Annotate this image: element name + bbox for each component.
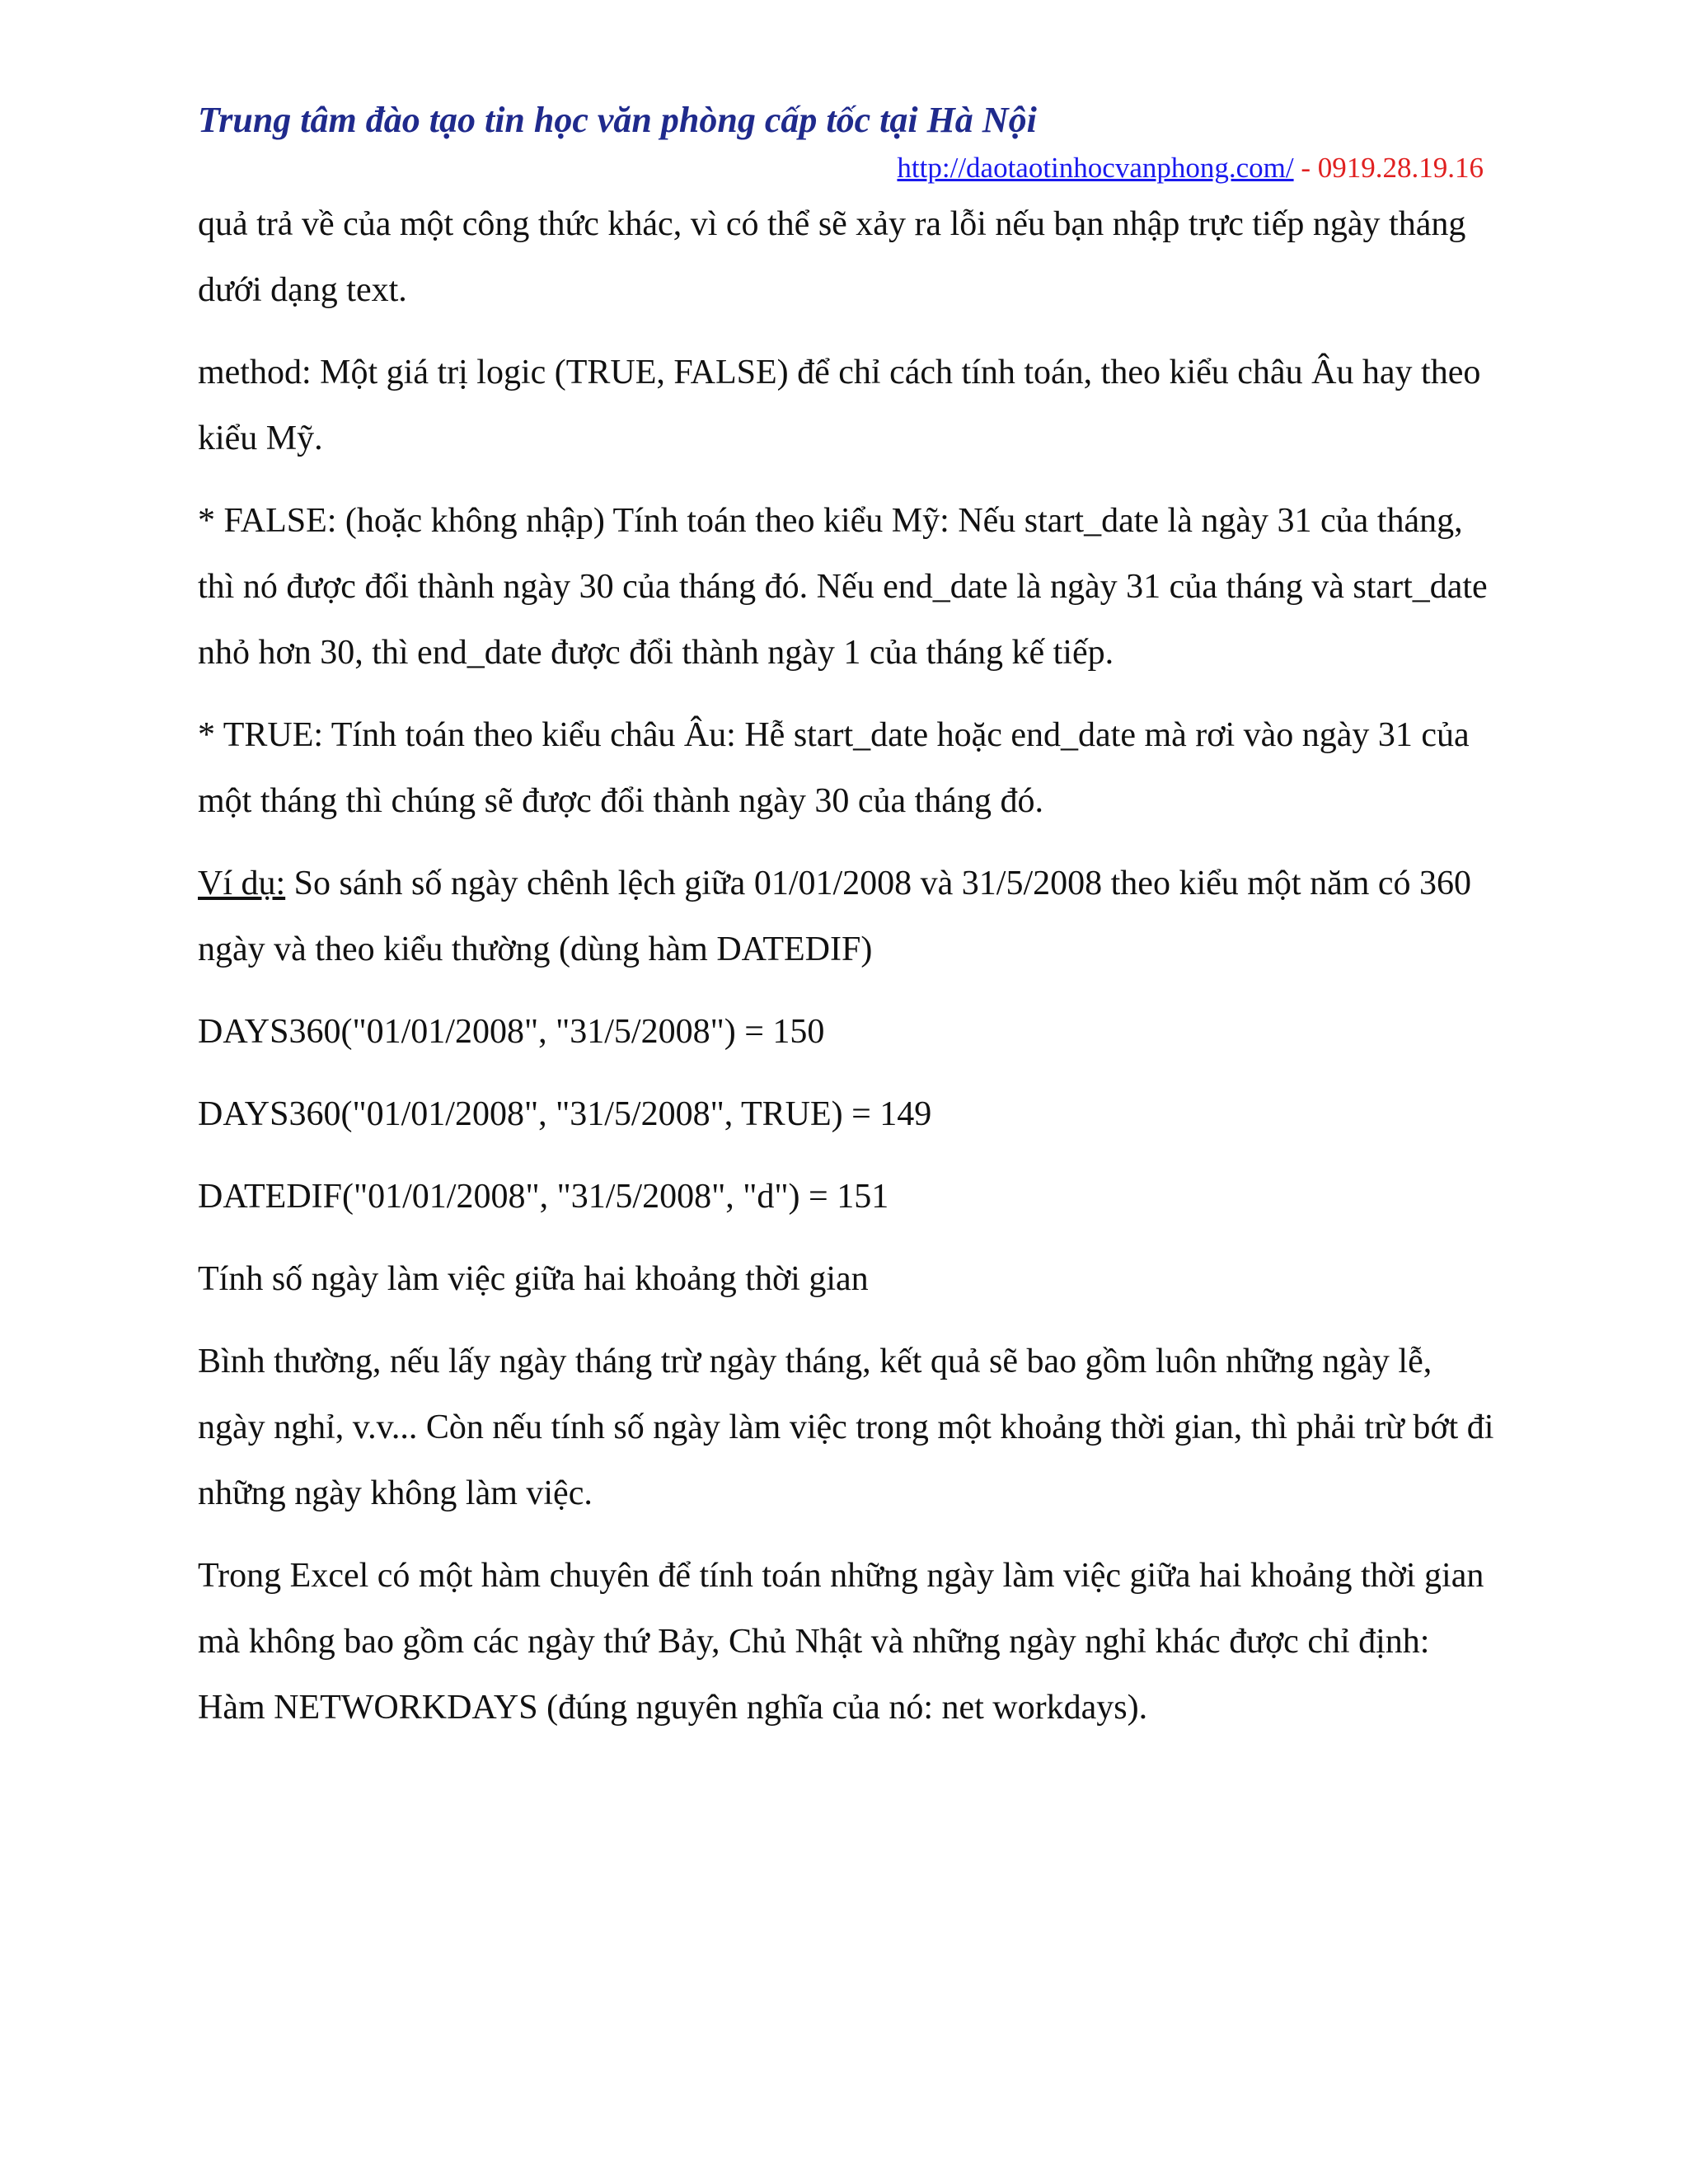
example-label: Ví dụ:	[198, 865, 286, 902]
page-header	[198, 97, 1484, 184]
header-contact	[897, 150, 1484, 186]
phone-number: 0919.28.19.16	[1317, 152, 1484, 184]
website-link[interactable]: http://daotaotinhocvanphong.com/	[897, 152, 1294, 184]
formula-days360-true: DAYS360("01/01/2008", "31/5/2008", TRUE) = 149	[198, 1095, 932, 1133]
paragraph-true-option: * TRUE: Tính toán theo kiểu châu Âu: Hễ start_date hoặc end_date mà rơi vào ngày 31 của một tháng thì chúng sẽ được đổi thành ngày 30 của tháng đó.	[198, 716, 1470, 820]
paragraph-workdays-intro: Bình thường, nếu lấy ngày tháng trừ ngày tháng, kết quả sẽ bao gồm luôn những ngày lễ, ngày nghỉ, v.v... Còn nếu tính số ngày làm việc trong một khoảng thời gian, thì phải trừ bớt đi những ngày không làm việc.	[198, 1343, 1494, 1512]
paragraph-false-option: * FALSE: (hoặc không nhập) Tính toán theo kiểu Mỹ: Nếu start_date là ngày 31 của tháng, thì nó được đổi thành ngày 30 của tháng đó. Nếu end_date là ngày 31 của tháng và start_date nhỏ hơn 30, thì end_date được đổi thành ngày 1 của tháng kế tiếp.	[198, 502, 1488, 672]
header-title: Trung tâm đào tạo tin học văn phòng cấp tốc tại Hà Nội	[198, 100, 1037, 140]
paragraph-continuation: quả trả về của một công thức khác, vì có thể sẽ xảy ra lỗi nếu bạn nhập trực tiếp ngày tháng dưới dạng text.	[198, 205, 1466, 309]
example-text: So sánh số ngày chênh lệch giữa 01/01/2008 và 31/5/2008 theo kiểu một năm có 360 ngày và theo kiểu thường (dùng hàm DATEDIF)	[198, 865, 1472, 968]
paragraph-example	[198, 851, 1500, 982]
paragraph-method: method: Một giá trị logic (TRUE, FALSE) để chỉ cách tính toán, theo kiểu châu Âu hay theo kiểu Mỹ.	[198, 354, 1481, 457]
section-heading-workdays: Tính số ngày làm việc giữa hai khoảng thời gian	[198, 1260, 869, 1298]
formula-datedif: DATEDIF("01/01/2008", "31/5/2008", "d") = 151	[198, 1178, 889, 1216]
formula-days360: DAYS360("01/01/2008", "31/5/2008") = 150	[198, 1013, 825, 1051]
header-separator: -	[1293, 152, 1318, 184]
paragraph-networkdays: Trong Excel có một hàm chuyên để tính toán những ngày làm việc giữa hai khoảng thời gian mà không bao gồm các ngày thứ Bảy, Chủ Nhật và những ngày nghỉ khác được chỉ định: Hàm NETWORKDAYS (đúng nguyên nghĩa của nó: net workdays).	[198, 1557, 1484, 1727]
document-body	[198, 191, 1500, 1757]
